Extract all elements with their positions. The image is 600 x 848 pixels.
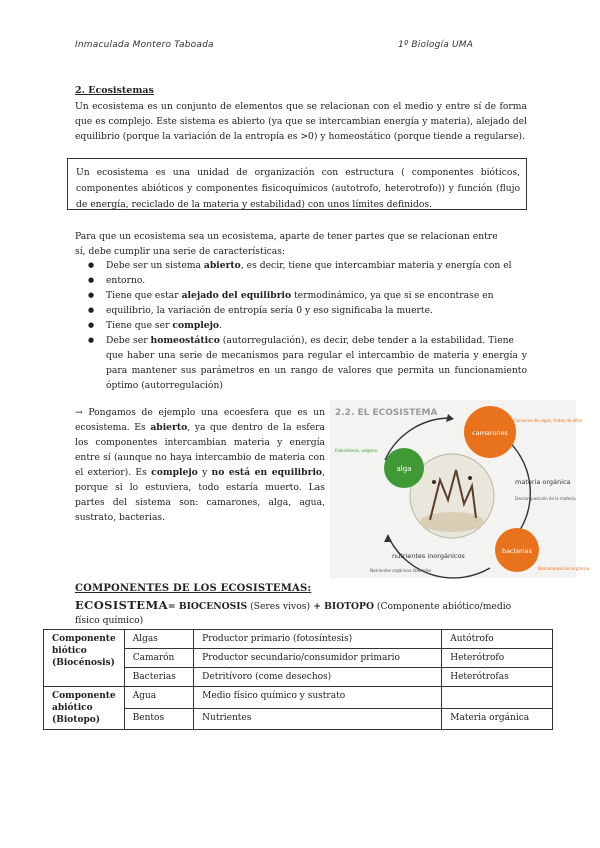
table-cell: Heterótrofas: [442, 668, 553, 687]
list-item: ● Debe ser homeostático (autorregulación), es decir, debe tender a la estabilidad. Tiene: [88, 333, 528, 348]
algae-spot: [432, 480, 436, 484]
arrowhead-icon: [384, 534, 392, 542]
list-item: ● Tiene que ser complejo.: [88, 318, 528, 333]
characteristics-intro: [75, 229, 527, 259]
table-cell: Productor secundario/consumidor primario: [194, 649, 442, 668]
arrowhead-icon: [446, 414, 454, 422]
table-cell: Agua: [124, 687, 193, 709]
components-table: [43, 629, 553, 730]
small-note-top: Consumo de algas, frutos de ellas: [514, 418, 582, 423]
node-alga-label: alga: [396, 465, 412, 473]
characteristics-list: [88, 258, 528, 348]
ecosystem-equation: ECOSISTEMA= BIOCENOSIS (Seres vivos) + BIOTOPO (Componente abiótico/medio físico químico): [75, 598, 512, 626]
intro-paragraph: Un ecosistema es un conjunto de elementos que se relacionan con el medio y entre sí de forma que es complejo. Este sistema es abierto (ya que se intercambian energía y materia), alejado del equilibrio (porque la variación de la entropía es >0) y homeostático (porque tiende a regularse).: [75, 101, 527, 142]
list-item: ● Debe ser un sistema abierto, es decir, tiene que intercambiar materia y energía con el: [88, 258, 528, 273]
definition-text: Un ecosistema es una unidad de organización con estructura ( componentes bióticos, componentes abióticos y componentes fisicoquímicos (autotrofo, heterotrofo)) y función (flujo de energía, reciclado de la materia y estabilidad) con unos límites definidos.: [76, 167, 520, 210]
small-note-bottom-right: Descomposición orgánica: [538, 566, 590, 571]
list-item: ● entorno.: [88, 273, 528, 288]
node-bacterias-label: bacterias: [501, 547, 533, 555]
table-cell: [442, 687, 553, 709]
table-cell: Heterótrofo: [442, 649, 553, 668]
table-cell: Nutrientes: [194, 708, 442, 730]
small-note-right: Descomposición de la materia: [515, 496, 576, 501]
label-nutrientes: nutrientes inorgánicos: [392, 552, 465, 560]
algae-spot: [468, 476, 472, 480]
characteristics-line-2: sí, debe cumplir una serie de características:: [75, 246, 286, 257]
table-cell: Autótrofo: [442, 630, 553, 649]
definition-box: [67, 158, 527, 210]
section-title: 2. Ecosistemas: [75, 85, 154, 96]
table-row: [44, 630, 553, 649]
components-title: COMPONENTES DE LOS ECOSISTEMAS:: [75, 583, 312, 594]
ecosphere-example: → Pongamos de ejemplo una ecoesfera que es un ecosistema. Es abierto, ya que dentro de la esfera los componentes intercambian materia y energía entre sí (aunque no haya intercambio de materia con el exterior). Es complejo y no está en equilibrio, porque si lo estuviera, todo estaría muerto. Las partes del sistema son: camarones, alga, agua, sustrato, bacterias.: [75, 407, 326, 523]
table-cell: Bentos: [124, 708, 193, 730]
table-cell: Camarón: [124, 649, 193, 668]
table-cell: Medio físico químico y sustrato: [194, 687, 442, 709]
table-cell: Productor primario (fotosíntesis): [194, 630, 442, 649]
list-item: ● Tiene que estar alejado del equilibrio termodinámico, ya que si se encontrase en: [88, 288, 528, 303]
abiotic-header: Componente abiótico (Biotopo): [44, 687, 125, 730]
table-cell: Materia orgánica: [442, 708, 553, 730]
arrow-icon: →: [75, 407, 83, 418]
list-item: ● equilibrio, la variación de entropía sería 0 y eso significaba la muerte.: [88, 303, 528, 318]
table-row: [44, 687, 553, 709]
ecosystem-diagram: [330, 400, 590, 578]
header-course: 1º Biología UMA: [398, 40, 474, 50]
ecosphere-sand: [420, 512, 484, 532]
small-note-left: Fotosíntesis, oxígeno: [335, 448, 377, 453]
ecosystem-figure: [330, 400, 590, 578]
table-cell: Bacterias: [124, 668, 193, 687]
table-cell: Algas: [124, 630, 193, 649]
header-author: Inmaculada Montero Taboada: [75, 40, 214, 50]
node-camarones-label: camarones: [472, 429, 508, 437]
label-materia: materia orgánica: [515, 478, 571, 486]
small-note-bottom: Nutrientes orgánicos liberados: [370, 568, 432, 573]
characteristics-line-1: Para que un ecosistema sea un ecosistema, aparte de tener partes que se relacionan entre: [75, 231, 498, 242]
homeostatic-continuation: que haber una serie de mecanismos para regular el intercambio de materia y energía y para mantener sus parámetros en un rango de valores que permita un funcionamiento óptimo (autorregulación): [106, 350, 527, 391]
table-cell: Detritívoro (come desechos): [194, 668, 442, 687]
biotic-header: Componente biótico (Biocénosis): [44, 630, 125, 687]
figure-title: 2.2. EL ECOSISTEMA: [335, 408, 438, 418]
